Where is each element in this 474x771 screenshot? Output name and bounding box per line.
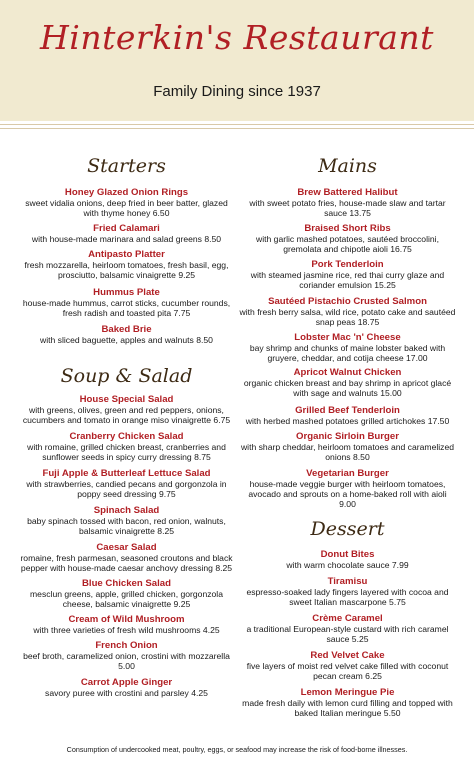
item-description: with greens, olives, green and red peppers, onions, cucumbers and tomato in orange miso vinaigrette 6.75 xyxy=(22,405,231,425)
item-description: with garlic mashed potatoes, sautéed broccolini, gremolata and chipotle aioli 16.75 xyxy=(256,234,439,254)
item-description: beef broth, caramelized onion, crostini with mozzarella 5.00 xyxy=(23,651,230,671)
menu-item xyxy=(239,468,456,509)
item-description: espresso-soaked lady fingers layered with cocoa and sweet Italian mascarpone 5.75 xyxy=(246,587,449,607)
header-band xyxy=(0,0,474,121)
item-description: with warm chocolate sauce 7.99 xyxy=(286,560,409,570)
item-name: Spinach Salad xyxy=(93,505,160,516)
item-name: Blue Chicken Salad xyxy=(81,578,172,589)
menu-item xyxy=(18,249,235,280)
menu-item xyxy=(239,187,456,218)
menu-item xyxy=(18,223,235,244)
item-description: with fresh berry salsa, wild rice, potato cake and sautéed snap peas 18.75 xyxy=(239,307,456,327)
item-name: Pork Tenderloin xyxy=(311,259,384,270)
item-name: Lemon Meringue Pie xyxy=(300,687,395,698)
menu-item xyxy=(18,394,235,425)
menu-item xyxy=(18,614,235,635)
item-name: Lobster Mac 'n' Cheese xyxy=(294,332,401,343)
menu-item xyxy=(239,687,456,718)
item-name: Fuji Apple & Butterleaf Lettuce Salad xyxy=(42,468,211,479)
menu-item xyxy=(239,650,456,681)
menu-item xyxy=(239,296,456,327)
menu-item xyxy=(239,431,456,462)
item-description: savory puree with crostini and parsley 4.25 xyxy=(45,688,208,698)
item-description: romaine, fresh parmesan, seasoned croutons and black pepper with house-made caesar anchovy dressing 8.25 xyxy=(20,553,233,573)
item-description: with romaine, grilled chicken breast, cranberries and sunflower seeds in spicy curry dressing 8.75 xyxy=(27,442,226,462)
menu-item xyxy=(18,468,235,499)
restaurant-title: Hinterkin's Restaurant xyxy=(40,18,434,57)
item-description: fresh mozzarella, heirloom tomatoes, fresh basil, egg, prosciutto, balsamic vinaigrette 9.25 xyxy=(24,260,229,280)
item-description: five layers of moist red velvet cake filled with coconut pecan cream 6.25 xyxy=(246,661,449,681)
section-title-starters: Starters xyxy=(87,155,166,177)
item-name: Braised Short Ribs xyxy=(304,223,391,234)
item-description: with three varieties of fresh wild mushrooms 4.25 xyxy=(33,625,220,635)
item-name: Apricot Walnut Chicken xyxy=(293,367,402,378)
item-name: Hummus Plate xyxy=(93,287,160,298)
item-name: Carrot Apple Ginger xyxy=(80,677,173,688)
item-name: Cranberry Chicken Salad xyxy=(69,431,184,442)
item-description: with herbed mashed potatoes grilled artichokes 17.50 xyxy=(245,416,450,426)
menu-item xyxy=(18,324,235,345)
item-name: Brew Battered Halibut xyxy=(297,187,398,198)
item-name: House Special Salad xyxy=(79,394,174,405)
item-description: a traditional European-style custard with rich caramel sauce 5.25 xyxy=(246,624,449,644)
menu-item xyxy=(239,332,456,363)
tagline: Family Dining since 1937 xyxy=(153,83,321,100)
item-name: Red Velvet Cake xyxy=(310,650,385,661)
item-description: with house-made marinara and salad greens 8.50 xyxy=(31,234,222,244)
item-description: sweet vidalia onions, deep fried in beer batter, glazed with thyme honey 6.50 xyxy=(25,198,228,218)
menu-item xyxy=(18,187,235,218)
item-name: Baked Brie xyxy=(101,324,152,335)
item-name: Fried Calamari xyxy=(93,223,160,234)
item-description: with steamed jasmine rice, red thai curry glaze and coriander emulsion 15.25 xyxy=(250,270,445,290)
item-name: Grilled Beef Tenderloin xyxy=(295,405,400,416)
item-description: house-made hummus, carrot sticks, cucumber rounds, fresh radish and toasted pita 7.75 xyxy=(22,298,231,318)
menu-item xyxy=(239,367,456,398)
item-name: Cream of Wild Mushroom xyxy=(68,614,185,625)
item-description: baby spinach tossed with bacon, red onion, walnuts, balsamic vinaigrette 8.25 xyxy=(27,516,226,536)
section-title-dessert: Dessert xyxy=(310,518,385,540)
item-description: with sliced baguette, apples and walnuts 8.50 xyxy=(40,335,213,345)
item-name: Donut Bites xyxy=(320,549,375,560)
menu-item xyxy=(18,578,235,609)
item-name: French Onion xyxy=(95,640,158,651)
item-description: with sweet potato fries, house-made slaw and tartar sauce 13.75 xyxy=(249,198,446,218)
menu-item xyxy=(18,640,235,671)
item-name: Antipasto Platter xyxy=(88,249,165,260)
item-description: with sharp cheddar, heirloom tomatoes and caramelized onions 8.50 xyxy=(240,442,455,462)
menu-item xyxy=(18,287,235,318)
menu-item xyxy=(239,549,456,570)
menu-item xyxy=(239,576,456,607)
item-name: Caesar Salad xyxy=(96,542,157,553)
menu-item xyxy=(239,223,456,254)
item-description: with strawberries, candied pecans and gorgonzola in poppy seed dressing 9.75 xyxy=(26,479,227,499)
item-description: made fresh daily with lemon curd filling and topped with baked Italian meringue 5.50 xyxy=(242,698,453,718)
menu-item xyxy=(18,677,235,698)
section-title-soup-salad: Soup & Salad xyxy=(60,365,193,387)
menu-item xyxy=(18,542,235,573)
item-description: house-made veggie burger with heirloom tomatoes, avocado and sprouts on a home-baked roll with aioli 9.00 xyxy=(248,479,447,509)
item-name: Organic Sirloin Burger xyxy=(296,431,399,442)
item-name: Crème Caramel xyxy=(312,613,383,624)
item-description: organic chicken breast and bay shrimp in apricot glacé with sage and walnuts 15.00 xyxy=(243,378,452,398)
divider xyxy=(0,124,474,125)
menu-item xyxy=(239,405,456,426)
item-name: Sautéed Pistachio Crusted Salmon xyxy=(268,296,427,307)
item-description: mesclun greens, apple, grilled chicken, gorgonzola cheese, balsamic vinaigrette 9.25 xyxy=(30,589,223,609)
section-title-mains: Mains xyxy=(318,155,377,177)
menu-item xyxy=(239,613,456,644)
divider xyxy=(0,128,474,129)
menu-item xyxy=(18,505,235,536)
item-name: Vegetarian Burger xyxy=(306,468,389,479)
item-name: Tiramisu xyxy=(327,576,368,587)
food-safety-disclaimer: Consumption of undercooked meat, poultry, eggs, or seafood may increase the risk of food-borne illnesses. xyxy=(66,745,408,754)
item-description: bay shrimp and chunks of maine lobster baked with gruyere, cheddar, and cotija cheese 17.00 xyxy=(249,343,446,363)
menu-item xyxy=(18,431,235,462)
menu-item xyxy=(239,259,456,290)
item-name: Honey Glazed Onion Rings xyxy=(64,187,189,198)
